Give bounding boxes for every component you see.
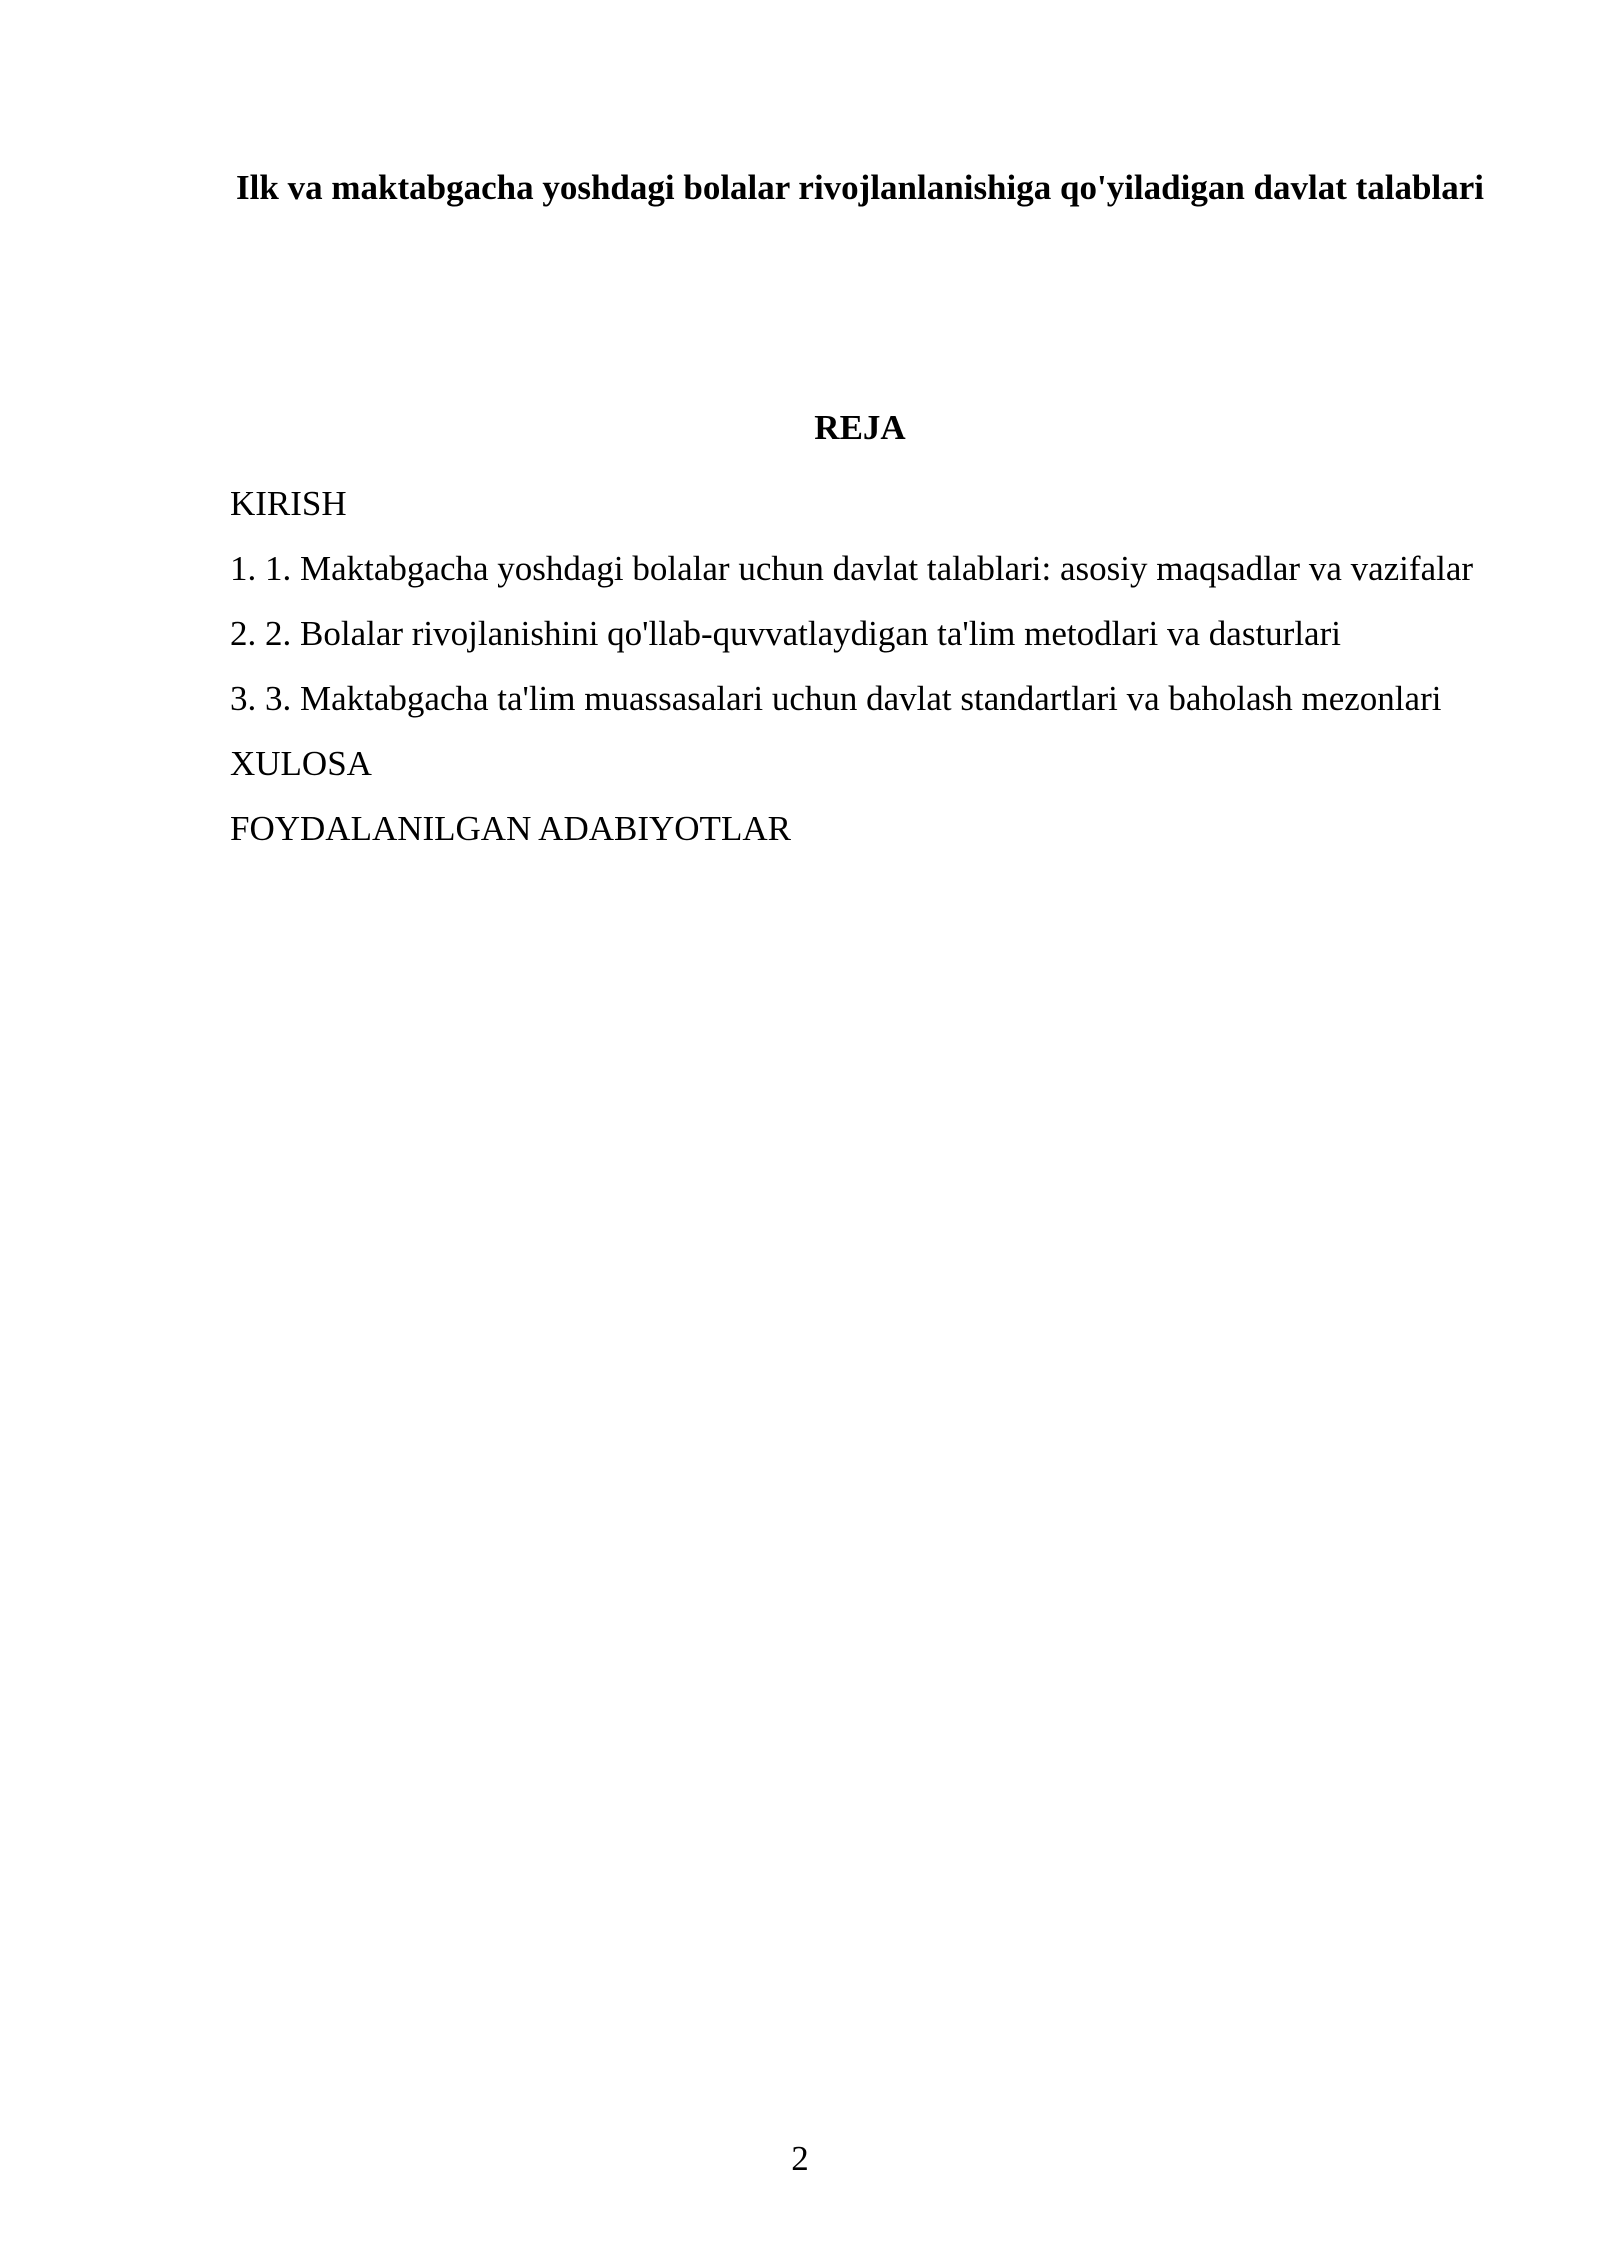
- toc-item-introduction: KIRISH: [230, 484, 347, 523]
- toc-item-references: FOYDALANILGAN ADABIYOTLAR: [230, 809, 791, 848]
- plan-heading: REJA: [814, 408, 906, 447]
- toc-item-section-3: 3. 3. Maktabgacha ta'lim muassasalari uchun davlat standartlari va baholash mezonlari: [230, 679, 1442, 718]
- toc-item-section-1: 1. 1. Maktabgacha yoshdagi bolalar uchun davlat talablari: asosiy maqsadlar va vazifalar: [230, 549, 1474, 588]
- document-title: Ilk va maktabgacha yoshdagi bolalar rivojlanlanishiga qo'yiladigan davlat talablari: [236, 168, 1484, 207]
- toc-item-conclusion: XULOSA: [230, 744, 372, 783]
- toc-item-section-2: 2. 2. Bolalar rivojlanishini qo'llab-quvvatlaydigan ta'lim metodlari va dasturlari: [230, 614, 1341, 653]
- page-number: 2: [791, 2139, 809, 2178]
- table-of-contents: [230, 476, 1490, 866]
